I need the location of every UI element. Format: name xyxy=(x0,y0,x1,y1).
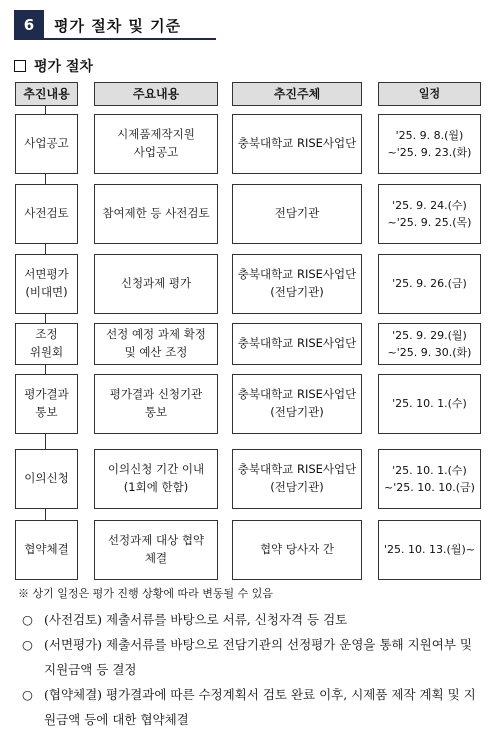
reference-mark-icon: ※ xyxy=(18,587,29,600)
note-item xyxy=(18,607,487,632)
header-schedule: 일정 xyxy=(378,82,481,106)
note-item xyxy=(18,632,487,682)
content-box: 평가결과 신청기관 통보 xyxy=(94,374,218,434)
content-box: 이의신청 기간 이내 (1회에 한함) xyxy=(94,449,218,509)
header-step: 추진내용 xyxy=(15,82,78,106)
circle-bullet-icon: ○ xyxy=(22,637,33,652)
note-item xyxy=(18,682,487,732)
owner-box: 충북대학교 RISE사업단 (전담기관) xyxy=(232,374,362,434)
step-box: 이의신청 xyxy=(15,449,78,509)
step-box: 사전검토 xyxy=(15,184,78,244)
schedule-box: '25. 10. 1.(수) ~'25. 10. 10.(금) xyxy=(378,449,481,509)
section-title: 평가 절차 및 기준 xyxy=(54,17,182,35)
owner-box: 충북대학교 RISE사업단 (전담기관) xyxy=(232,254,362,314)
step-box: 평가결과 통보 xyxy=(15,374,78,434)
content-box: 시제품제작지원 사업공고 xyxy=(94,114,218,174)
owner-box: 협약 당사자 간 xyxy=(232,520,362,580)
owner-box: 전담기관 xyxy=(232,184,362,244)
content-box: 선정과제 대상 협약 체결 xyxy=(94,520,218,580)
circle-bullet-icon: ○ xyxy=(22,687,33,702)
note-item-text: (협약체결) 평가결과에 따른 수정계획서 검토 완료 이후, 시제품 제작 계획 및 지원금액 등에 대한 협약체결 xyxy=(44,687,476,727)
notes-section xyxy=(18,585,487,732)
step-box: 서면평가 (비대면) xyxy=(15,254,78,314)
schedule-box: '25. 9. 29.(월) ~'25. 9. 30.(화) xyxy=(378,323,481,365)
owner-box: 충북대학교 RISE사업단 xyxy=(232,114,362,174)
content-box: 신청과제 평가 xyxy=(94,254,218,314)
owner-box: 충북대학교 RISE사업단 xyxy=(232,323,362,365)
subsection-title: 평가 절차 xyxy=(34,59,93,75)
note-item-text: (서면평가) 제출서류를 바탕으로 전담기관의 선정평가 운영을 통해 지원여부 및 지원금액 등 결정 xyxy=(44,637,472,677)
note-item-text: (사전검토) 제출서류를 바탕으로 서류, 신청자격 등 검토 xyxy=(44,612,348,627)
schedule-box: '25. 10. 1.(수) xyxy=(378,374,481,434)
section-heading xyxy=(14,10,216,40)
subsection-heading xyxy=(14,56,93,76)
content-box: 선정 예정 과제 확정 및 예산 조정 xyxy=(94,323,218,365)
section-underline xyxy=(44,38,216,40)
step-box: 협약체결 xyxy=(15,520,78,580)
section-number: 6 xyxy=(14,10,44,40)
checkbox-square-icon xyxy=(14,60,26,72)
owner-box: 충북대학교 RISE사업단 (전담기관) xyxy=(232,449,362,509)
schedule-note-text: 상기 일정은 평가 진행 상황에 따라 변동될 수 있음 xyxy=(32,587,273,600)
circle-bullet-icon: ○ xyxy=(22,612,33,627)
header-content: 주요내용 xyxy=(94,82,218,106)
schedule-box: '25. 9. 26.(금) xyxy=(378,254,481,314)
step-box: 사업공고 xyxy=(15,114,78,174)
schedule-box: '25. 9. 24.(수) ~'25. 9. 25.(목) xyxy=(378,184,481,244)
content-box: 참여제한 등 사전검토 xyxy=(94,184,218,244)
schedule-box: '25. 10. 13.(월)~ xyxy=(378,520,481,580)
schedule-note xyxy=(18,585,487,601)
schedule-box: '25. 9. 8.(월) ~'25. 9. 23.(화) xyxy=(378,114,481,174)
step-box: 조정 위원회 xyxy=(15,323,78,365)
header-owner: 추진주체 xyxy=(232,82,362,106)
